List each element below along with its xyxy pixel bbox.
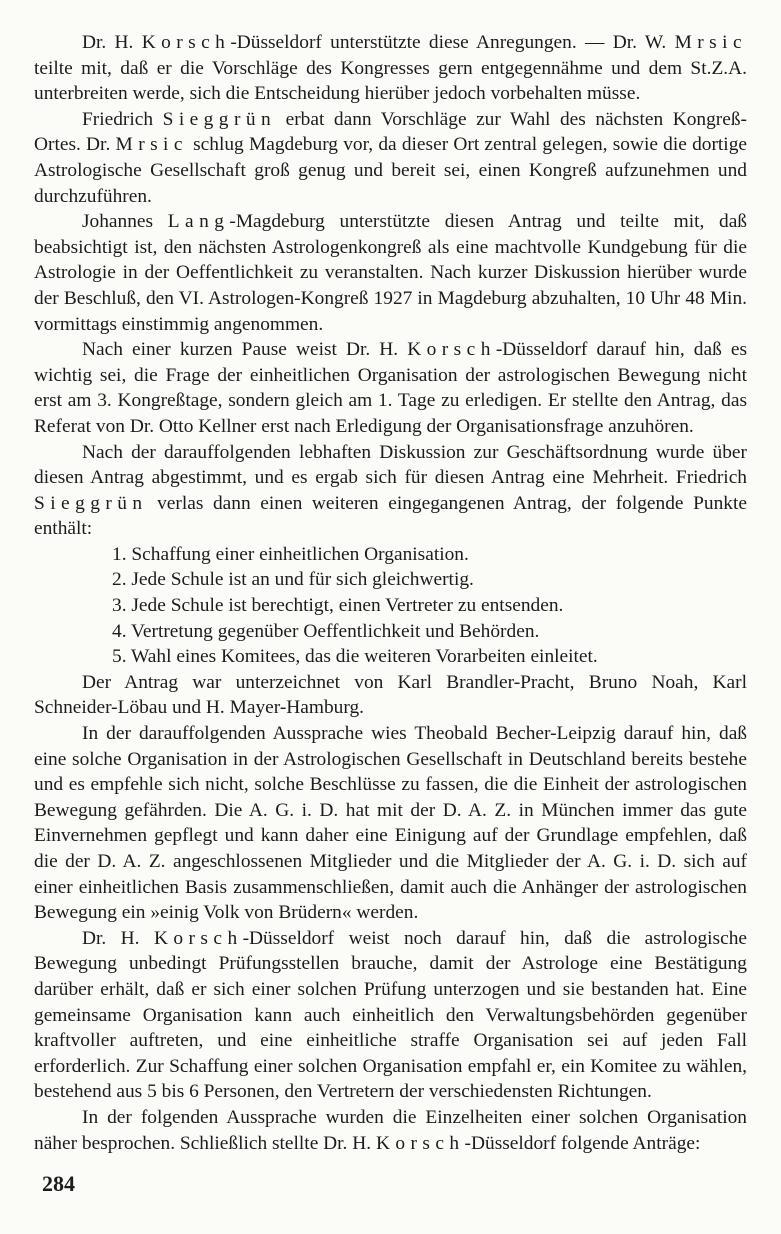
numbered-points-list bbox=[34, 542, 747, 670]
list-item: 2. Jede Schule ist an und für sich gleichwertig. bbox=[112, 569, 474, 591]
body-text bbox=[34, 30, 747, 1156]
paragraph-unterzeichner: Der Antrag war unterzeichnet von Karl Brandler-Pracht, Bruno Noah, Karl Schneider-Löbau und H. Mayer-Hamburg. bbox=[34, 671, 747, 719]
list-item: 1. Schaffung einer einheitlichen Organisation. bbox=[112, 543, 469, 565]
paragraph-korsch-organisation: Nach einer kurzen Pause weist Dr. H. Korsch-Düsseldorf darauf hin, daß es wichtig sei, die Frage der einheitlichen Organisation der astrologischen Bewegung nicht erst am 3. Kongreßtage, sondern gleich am 1. Tage zu erledigen. Er stellte den Antrag, das Referat von Dr. Otto Kellner erst nach Erledigung der Organisationsfrage anzuhören. bbox=[34, 339, 747, 437]
spaced-name: Mrsic bbox=[115, 134, 188, 156]
paragraph-korsch-mrsic: Dr. H. Korsch-Düsseldorf unterstützte diese Anregungen. — Dr. W. Mrsic teilte mit, daß er die Vorschläge des Kongresses gern entgegennähme und dem St.Z.A. unterbreiten werde, sich die Entscheidung hierüber jedoch vorbehalten müsse. bbox=[34, 32, 747, 105]
paragraph-antraege: In der folgenden Aussprache wurden die Einzelheiten einer solchen Organisation näher besprochen. Schließlich stellte Dr. H. Korsch-Düsseldorf folgende Anträge: bbox=[34, 1106, 747, 1154]
list-item: 5. Wahl eines Komitees, das die weiteren Vorarbeiten einleitet. bbox=[112, 646, 598, 668]
list-item: 4. Vertretung gegenüber Oeffentlichkeit und Behörden. bbox=[112, 620, 540, 642]
paragraph-sieggruen-kongressort: Friedrich Sieggrün erbat dann Vorschläge zur Wahl des nächsten Kongreß-Ortes. Dr. Mrsic schlug Magdeburg vor, da dieser Ort zentral gelegen, sowie die dortige Astrologische Gesellschaft groß genug und bereit sei, einen Kongreß aufzunehmen und durchzuführen. bbox=[34, 108, 747, 207]
spaced-name: Korsch bbox=[407, 339, 496, 361]
spaced-name: Korsch bbox=[141, 32, 231, 53]
spaced-name: Korsch bbox=[375, 1132, 465, 1154]
spaced-name: Sieggrün bbox=[162, 108, 277, 130]
paragraph-lang-magdeburg: Johannes Lang-Magdeburg unterstützte diesen Antrag und teilte mit, daß beabsichtigt ist, den nächsten Astrologenkongreß als eine machtvolle Kundgebung für die Astrologie in der Oeffentlichkeit zu veranstalten. Nach kurzer Diskussion hierüber wurde der Beschluß, den VI. Astrologen-Kongreß 1927 in Magdeburg abzuhalten, 10 Uhr 48 Min. vormittags einstimmig angenommen. bbox=[34, 211, 748, 335]
spaced-name: Lang bbox=[167, 211, 230, 233]
spaced-name: Korsch bbox=[153, 927, 243, 949]
page-number: 284 bbox=[42, 1171, 75, 1196]
spaced-name: Sieggrün bbox=[34, 492, 148, 514]
paragraph-abstimmung: Nach der darauffolgenden lebhaften Diskussion zur Geschäftsordnung wurde über diesen Antrag abgestimmt, und es ergab sich für diesen Antrag eine Mehrheit. Friedrich Sieggrün verlas dann einen weiteren eingegangenen Antrag, der folgende Punkte enthält: bbox=[34, 441, 747, 540]
paragraph-korsch-pruefung: Dr. H. Korsch-Düsseldorf weist noch darauf hin, daß die astrologische Bewegung unbedingt Prüfungsstellen brauche, damit der Astrologe eine Bestätigung darüber erhält, daß er sich einer solchen Prüfung unterzogen und sie bestanden hat. Eine gemeinsame Organisation kann auch einheitlich den Verwaltungsbehörden gegenüber kraftvoller auftreten, und eine einheitliche straffe Organisation sei auf jeden Fall erforderlich. Zur Schaffung einer solchen Organisation empfahl er, ein Komitee zu wählen, bestehend aus 5 bis 6 Personen, den Vertretern der verschiedensten Richtungen. bbox=[34, 927, 747, 1103]
paragraph-becher: In der darauffolgenden Aussprache wies Theobald Becher-Leipzig darauf hin, daß eine solche Organisation in der Astrologischen Gesellschaft in Deutschland bereits bestehe und es empfehle sich nicht, solche Beschlüsse zu fassen, die die Einheit der astrologischen Bewegung gefährden. Die A. G. i. D. hat mit der D. A. Z. in München immer das gute Einvernehmen gepflegt und kann daher eine Einigung auf der Grundlage empfehlen, daß die der D. A. Z. angeschlossenen Mitglieder und die Mitglieder der A. G. i. D. sich auf einer einheitlichen Basis zusammenschließen, damit auch die Anhänger der astrologischen Bewegung ein »einig Volk von Brüdern« werden. bbox=[34, 723, 747, 924]
spaced-name: Mrsic bbox=[674, 32, 747, 53]
list-item: 3. Jede Schule ist berechtigt, einen Vertreter zu entsenden. bbox=[112, 595, 564, 617]
